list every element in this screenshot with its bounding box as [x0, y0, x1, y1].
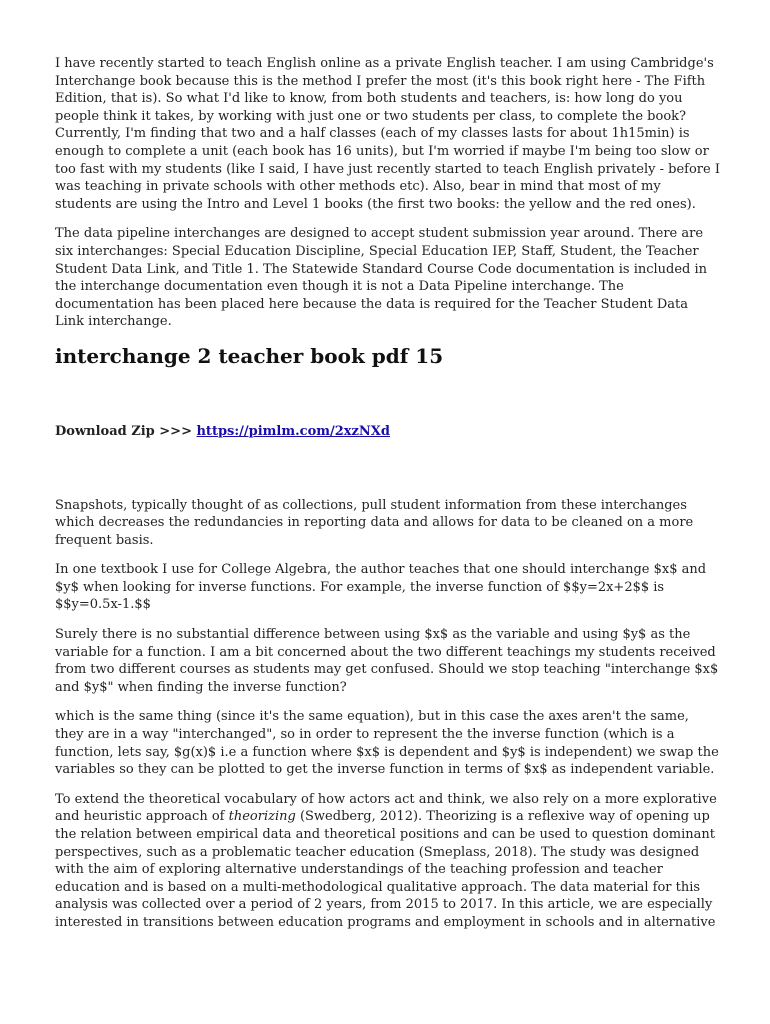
- theorizing-italic: theorizing: [228, 809, 296, 825]
- paragraph-variable: Surely there is no substantial difference between using $x$ as the variable and using $y$ as the variable for a function. I am a bit concerned about the two different teachings my students received from two different courses as students may get confused. Should we stop teaching "interchange $x$ and $y$" when finding the inverse function?: [55, 627, 719, 695]
- theorizing-text-after: (Swedberg, 2012). Theorizing is a reflexive way of opening up the relation between empirical data and theoretical positions and can be used to question dominant perspectives, such as a problematic teacher education (Smeplass, 2018). The study was designed with the aim of exploring alternative understandings of the teaching profession and teacher education and is based on a multi-methodological qualitative approach. The data material for this analysis was collected over a period of 2 years, from 2015 to 2017. In this article, we are especially interested in transitions between education programs and employment in schools and in alternative: [55, 809, 716, 930]
- paragraph-intro: I have recently started to teach English online as a private English teacher. I am using Cambridge's Interchange book because this is the method I prefer the most (it's this book right here - The Fifth Edition, that is). So what I'd like to know, from both students and teachers, is: how long do you people think it takes, by working with just one or two students per class, to complete the book? Currently, I'm finding that two and a half classes (each of my classes lasts for about 1h15min) is enough to complete a unit (each book has 16 units), but I'm worried if maybe I'm being too slow or too fast with my students (like I said, I have just recently started to teach English privately - before I was teaching in private schools with other methods etc). Also, bear in mind that most of my students are using the Intro and Level 1 books (the first two books: the yellow and the red ones).: [55, 56, 720, 212]
- paragraph-axes: which is the same thing (since it's the same equation), but in this case the axes aren't the same, they are in a way "interchanged", so in order to represent the the inverse function (which is a function, lets say, $g(x)$ i.e a function where $x$ is dependent and $y$ is independent) we swap the variables so they can be plotted to get the inverse function in terms of $x$ as independent variable.: [55, 709, 719, 778]
- download-link[interactable]: https://pimlm.com/2xzNXd: [196, 423, 390, 439]
- paragraph-snapshots: Snapshots, typically thought of as collections, pull student information from these interchanges which decreases the redundancies in reporting data and allows for data to be cleaned on a more frequent basis.: [55, 497, 694, 548]
- paragraph-data-pipeline: The data pipeline interchanges are designed to accept student submission year around. There are six interchanges: Special Education Discipline, Special Education IEP, Staff, Student, the Teacher Student Data Link, and Title 1. The Statewide Standard Course Code documentation is included in the interchange documentation even though it is not a Data Pipeline interchange. The documentation has been placed here because the data is required for the Teacher Student Data Link interchange.: [55, 226, 708, 330]
- paragraph-theorizing: [55, 791, 720, 932]
- download-label: Download Zip >>>: [55, 423, 197, 439]
- theorizing-text-before: To extend the theoretical vocabulary of how actors act and think, we also rely on a more explorative and heuristic approach of: [55, 791, 717, 825]
- page-title: interchange 2 teacher book pdf 15: [55, 343, 444, 368]
- paragraph-algebra: In one textbook I use for College Algebra, the author teaches that one should interchange $x$ and $y$ when looking for inverse functions. For example, the inverse function of $$y=2x+2$$ is $$y=0.5x-1.$$: [55, 562, 707, 613]
- download-line: [55, 423, 720, 441]
- spacer: [55, 441, 720, 497]
- document-body: [55, 55, 720, 944]
